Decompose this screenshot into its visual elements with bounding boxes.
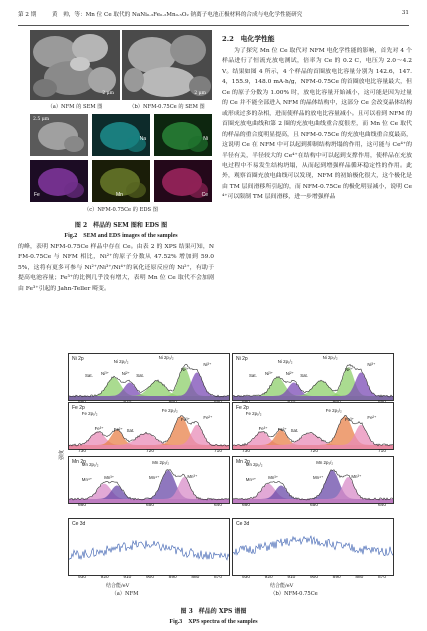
xps-tick-label: 890 xyxy=(168,575,177,580)
section-heading: 2.2 电化学性能 xyxy=(222,35,275,43)
xps-peak-label: Mn 2p₃/₂ xyxy=(316,459,334,465)
eds-map-mn xyxy=(92,160,150,202)
xps-spectrum xyxy=(233,519,393,575)
xps-peak-label: Fe³⁺ xyxy=(181,416,190,422)
eds-caption: （c）NFM-0.75Ce 的 EDS 图 xyxy=(84,207,158,213)
xps-panel-title: Ni 2p xyxy=(236,356,248,362)
xps-spectrum xyxy=(233,354,393,400)
xps-peak-label: Sat. xyxy=(290,428,299,434)
sem-image-nfm xyxy=(30,30,120,100)
xps-panel-title: Mn 2p xyxy=(72,459,86,465)
xps-panel-mn-2p xyxy=(232,456,394,504)
xps-tick-label: 730 xyxy=(78,449,87,454)
xps-panel-ni-2p xyxy=(68,353,230,401)
xps-tick-label: 660 xyxy=(242,503,251,508)
eds-sem-reference xyxy=(30,114,88,156)
xps-peak-label: Fe 2p₃/₂ xyxy=(325,407,342,413)
xps-spectrum xyxy=(69,403,229,449)
xps-tick-label: 870 xyxy=(378,575,387,580)
xps-peak-label: Fe³⁺ xyxy=(345,416,354,422)
xps-ylabel: 强度 xyxy=(59,449,65,460)
xps-peak-label: Mn⁴⁺ xyxy=(245,477,257,483)
xps-tick-label: 930 xyxy=(242,575,251,580)
xps-panel-ni-2p xyxy=(232,353,394,401)
scale-label-c: 2.5 μm xyxy=(33,117,50,122)
xps-panel-title: Mn 2p xyxy=(236,459,250,465)
scale-label-a: 2 μm xyxy=(102,91,114,96)
xps-peak-label: Ni²⁺ xyxy=(345,366,353,372)
xps-peak-label: Mn 2p₃/₂ xyxy=(152,459,170,465)
xps-raw-line xyxy=(233,536,393,556)
xps-tick-label: 900 xyxy=(310,575,319,580)
eds-label-fe: Fe xyxy=(34,192,40,198)
scale-label-b: 2 μm xyxy=(194,91,206,96)
xps-tick-label: 640 xyxy=(214,503,223,508)
xps-spectrum xyxy=(69,519,229,575)
xps-tick-label: 920 xyxy=(100,575,109,580)
page-number: 31 xyxy=(401,10,409,16)
xps-peak-label: Mn 2p₁/₂ xyxy=(245,461,263,467)
xps-tick-label: 880 xyxy=(355,575,364,580)
sem-a-caption: （a）NFM 的 SEM 图 xyxy=(47,104,103,110)
eds-map-na xyxy=(92,114,150,156)
xps-panel-title: Fe 2p xyxy=(236,405,249,411)
xps-tick-label: 650 xyxy=(146,503,155,508)
fig2-title-en: Fig.2 SEM and EDS images of the samples xyxy=(64,233,178,239)
xps-peak-label: Mn 2p₁/₂ xyxy=(81,461,99,467)
xps-raw-line xyxy=(233,470,393,500)
xps-tick-label: 890 xyxy=(332,575,341,580)
xps-peak-label: Mn³⁺ xyxy=(104,475,115,481)
xps-caption-b: （b）NFM-0.75Ce xyxy=(270,591,318,597)
xps-tick-label: 710 xyxy=(378,449,387,454)
xps-tick-label: 720 xyxy=(146,449,155,454)
xps-peak-label: Mn⁴⁺ xyxy=(81,477,93,483)
eds-map-ni xyxy=(154,114,212,156)
xps-peak-label: Fe²⁺ xyxy=(367,414,377,420)
xps-peak-label: Sat. xyxy=(136,373,144,379)
xps-panel-fe-2p xyxy=(68,402,230,450)
xps-tick-label: 640 xyxy=(378,503,387,508)
xps-peak-label: Fe²⁺ xyxy=(277,426,287,432)
page-header xyxy=(0,8,427,20)
xps-peak-label: Mn³⁺ xyxy=(351,474,362,480)
xps-panel-fe-2p xyxy=(232,402,394,450)
xps-panel-title: Ce 3d xyxy=(236,521,250,527)
running-title: 黄 帅，等：Mn 位 Ce 取代的 NaNi₀.₃Fe₀.₂Mn₀.₅O₂ 钠离子电池正极材料的合成与电化学性能研究 xyxy=(52,12,303,18)
issue-number: 第 2 期 xyxy=(18,12,37,18)
xps-tick-label: 920 xyxy=(264,575,273,580)
xps-peak-label: Fe 2p₁/₂ xyxy=(245,411,262,417)
xps-panel-title: Ni 2p xyxy=(72,356,84,362)
xps-peak-label: Sat. xyxy=(300,373,308,379)
xps-tick-label: 900 xyxy=(146,575,155,580)
header-rule xyxy=(18,25,409,26)
section-body: 为了探究 Mn 位 Ce 取代对 NFM 电化学性能的影响，首先对 4 个样品进行了恒流充放电测试，倍率为 Ce 的 0.2 C，电压为 2.0～4.2 V。结果如图 4 所示，4 个样品的首圈放电比容量分别为 142.6，147.4，155.9，148.0 mA·h/g，NFM-0.75Ce 的首圈放电比容量最大，但 Ce 的原子分数为 1.00% 时，放电比容量开始减小，这可能是因为过量的 Ce 并不能全部进入 NFM 的晶体结构中，这部分 Ce 会改变晶体结构或形成过多的杂相，进而使样品的放电比容量减小。且可以看到 NFM 的首圈充放电曲线和第 2 圈的充放电曲线重合度很差，而 Mn 位 Ce 取代的样品的重合度明显提高，且 NFM-0.75Ce 的充放电曲线重合度最高，这说明 Ce 在 NFM 中可以起到抑制结构坍塌的作用，这可能与 Ce⁴⁺的半径有关，半径较大的 Ce⁴⁺在结构中可以起到支撑作用，使样品在充放电过程中不易发生结构坍塌，从而起到增强样品循环稳定性的作用。此外，观察首圈充放电曲线可以发现，NFM 的初始极化很大，这个极化是由 TM 层间滑移所引起的，而 NFM-0.75Ce 的极化明显减小，说明 Ce⁴⁺可以限制 TM 层间滑移，进一步增强样品 xyxy=(222,48,412,201)
eds-map-fe xyxy=(30,160,88,202)
xps-panel-mn-2p xyxy=(68,456,230,504)
fig2-title-cn: 图 2 样品的 SEM 图和 EDS 图 xyxy=(74,222,168,229)
xps-tick-label: 880 xyxy=(191,575,200,580)
eds-label-ni: Ni xyxy=(203,136,208,142)
eds-label-na: Na xyxy=(139,136,146,142)
xps-spectrum xyxy=(69,354,229,400)
xps-peak-label: Fe 2p₃/₂ xyxy=(161,407,178,413)
xps-peak-label: Fe³⁺ xyxy=(94,426,104,431)
xps-tick-label: 910 xyxy=(287,575,296,580)
xps-tick-label: 720 xyxy=(310,449,319,454)
xps-peak-label: Ni³⁺ xyxy=(367,362,376,368)
xps-tick-label: 930 xyxy=(78,575,87,580)
xps-peak-label: Ni²⁺ xyxy=(285,370,294,376)
xps-peak-label: Mn³⁺ xyxy=(187,474,198,480)
xps-panel-title: Ce 3d xyxy=(72,521,86,527)
xps-peak-label: Fe²⁺ xyxy=(203,414,213,420)
xps-raw-line xyxy=(69,540,229,560)
sem-image-nfm-ce xyxy=(122,30,212,100)
xps-peak-label: Mn³⁺ xyxy=(268,475,279,481)
xps-xlabel-a: 结合能/eV xyxy=(106,583,130,589)
xps-peak-label: Fe 2p₁/₂ xyxy=(81,411,98,417)
xps-peak-label: Ni 2p₁/₂ xyxy=(113,358,129,364)
xps-spectrum xyxy=(233,403,393,449)
xps-peak-label: Fe³⁺ xyxy=(258,426,268,431)
left-paragraph: 的峰，表明 NFM-0.75Ce 样品中存在 Ce。由表 2 的 XPS 结果可知，NFM-0.75Ce 与 NFM 相比，Ni²⁺的原子分数从 47.52% 增加到 59.05%，这将有更多可参与 Ni²⁺/Ni³⁺/Ni⁴⁺的氧化还原反应的 Ni²⁺，有助于提高电池容量；Fe³⁺的比例几乎没有增大，表明 Mn 位 Ce 取代不会加剧由 Fe³⁺引起的 Jahn-Teller 畸变。 xyxy=(18,244,214,292)
xps-tick-label: 660 xyxy=(78,503,87,508)
xps-caption-a: （a）NFM xyxy=(111,591,139,597)
eds-label-mn: Mn xyxy=(116,192,123,198)
xps-peak-label: Ni³⁺ xyxy=(203,362,212,368)
xps-peak-label: Ni 2p₁/₂ xyxy=(277,358,293,364)
xps-peak-label: Ni³⁺ xyxy=(101,370,109,376)
eds-map-ce xyxy=(154,160,212,202)
sem-b-caption: （b）NFM-0.75Ce 的 SEM 图 xyxy=(129,104,205,110)
xps-tick-label: 710 xyxy=(214,449,223,454)
xps-panel-ce-3d xyxy=(68,518,230,576)
xps-panel-ce-3d xyxy=(232,518,394,576)
xps-peak-label: Sat. xyxy=(126,428,135,434)
xps-peak-label: Ni³⁺ xyxy=(265,370,273,376)
xps-tick-label: 730 xyxy=(242,449,251,454)
xps-xlabel-b: 结合能/eV xyxy=(270,583,294,589)
xps-peak-label: Ni²⁺ xyxy=(121,370,130,376)
xps-peak-label: Sat. xyxy=(249,373,257,379)
xps-peak-label: Mn⁴⁺ xyxy=(149,475,160,481)
xps-tick-label: 870 xyxy=(214,575,223,580)
xps-peak-label: Sat. xyxy=(85,373,93,379)
xps-panel-title: Fe 2p xyxy=(72,405,85,411)
xps-tick-label: 910 xyxy=(123,575,132,580)
xps-peak-label: Mn⁴⁺ xyxy=(313,475,324,481)
xps-peak-label: Ni²⁺ xyxy=(181,366,189,372)
xps-peak-label: Ni 2p₃/₂ xyxy=(322,354,338,360)
xps-peak-label: Fe²⁺ xyxy=(113,426,123,432)
xps-peak-label: Ni 2p₃/₂ xyxy=(158,354,174,360)
eds-label-ce: Ce xyxy=(201,192,208,198)
fig3-title-cn: 图 3 样品的 XPS 谱图 xyxy=(180,608,247,615)
xps-tick-label: 650 xyxy=(310,503,319,508)
fig3-title-en: Fig.3 XPS spectra of the samples xyxy=(169,619,258,625)
